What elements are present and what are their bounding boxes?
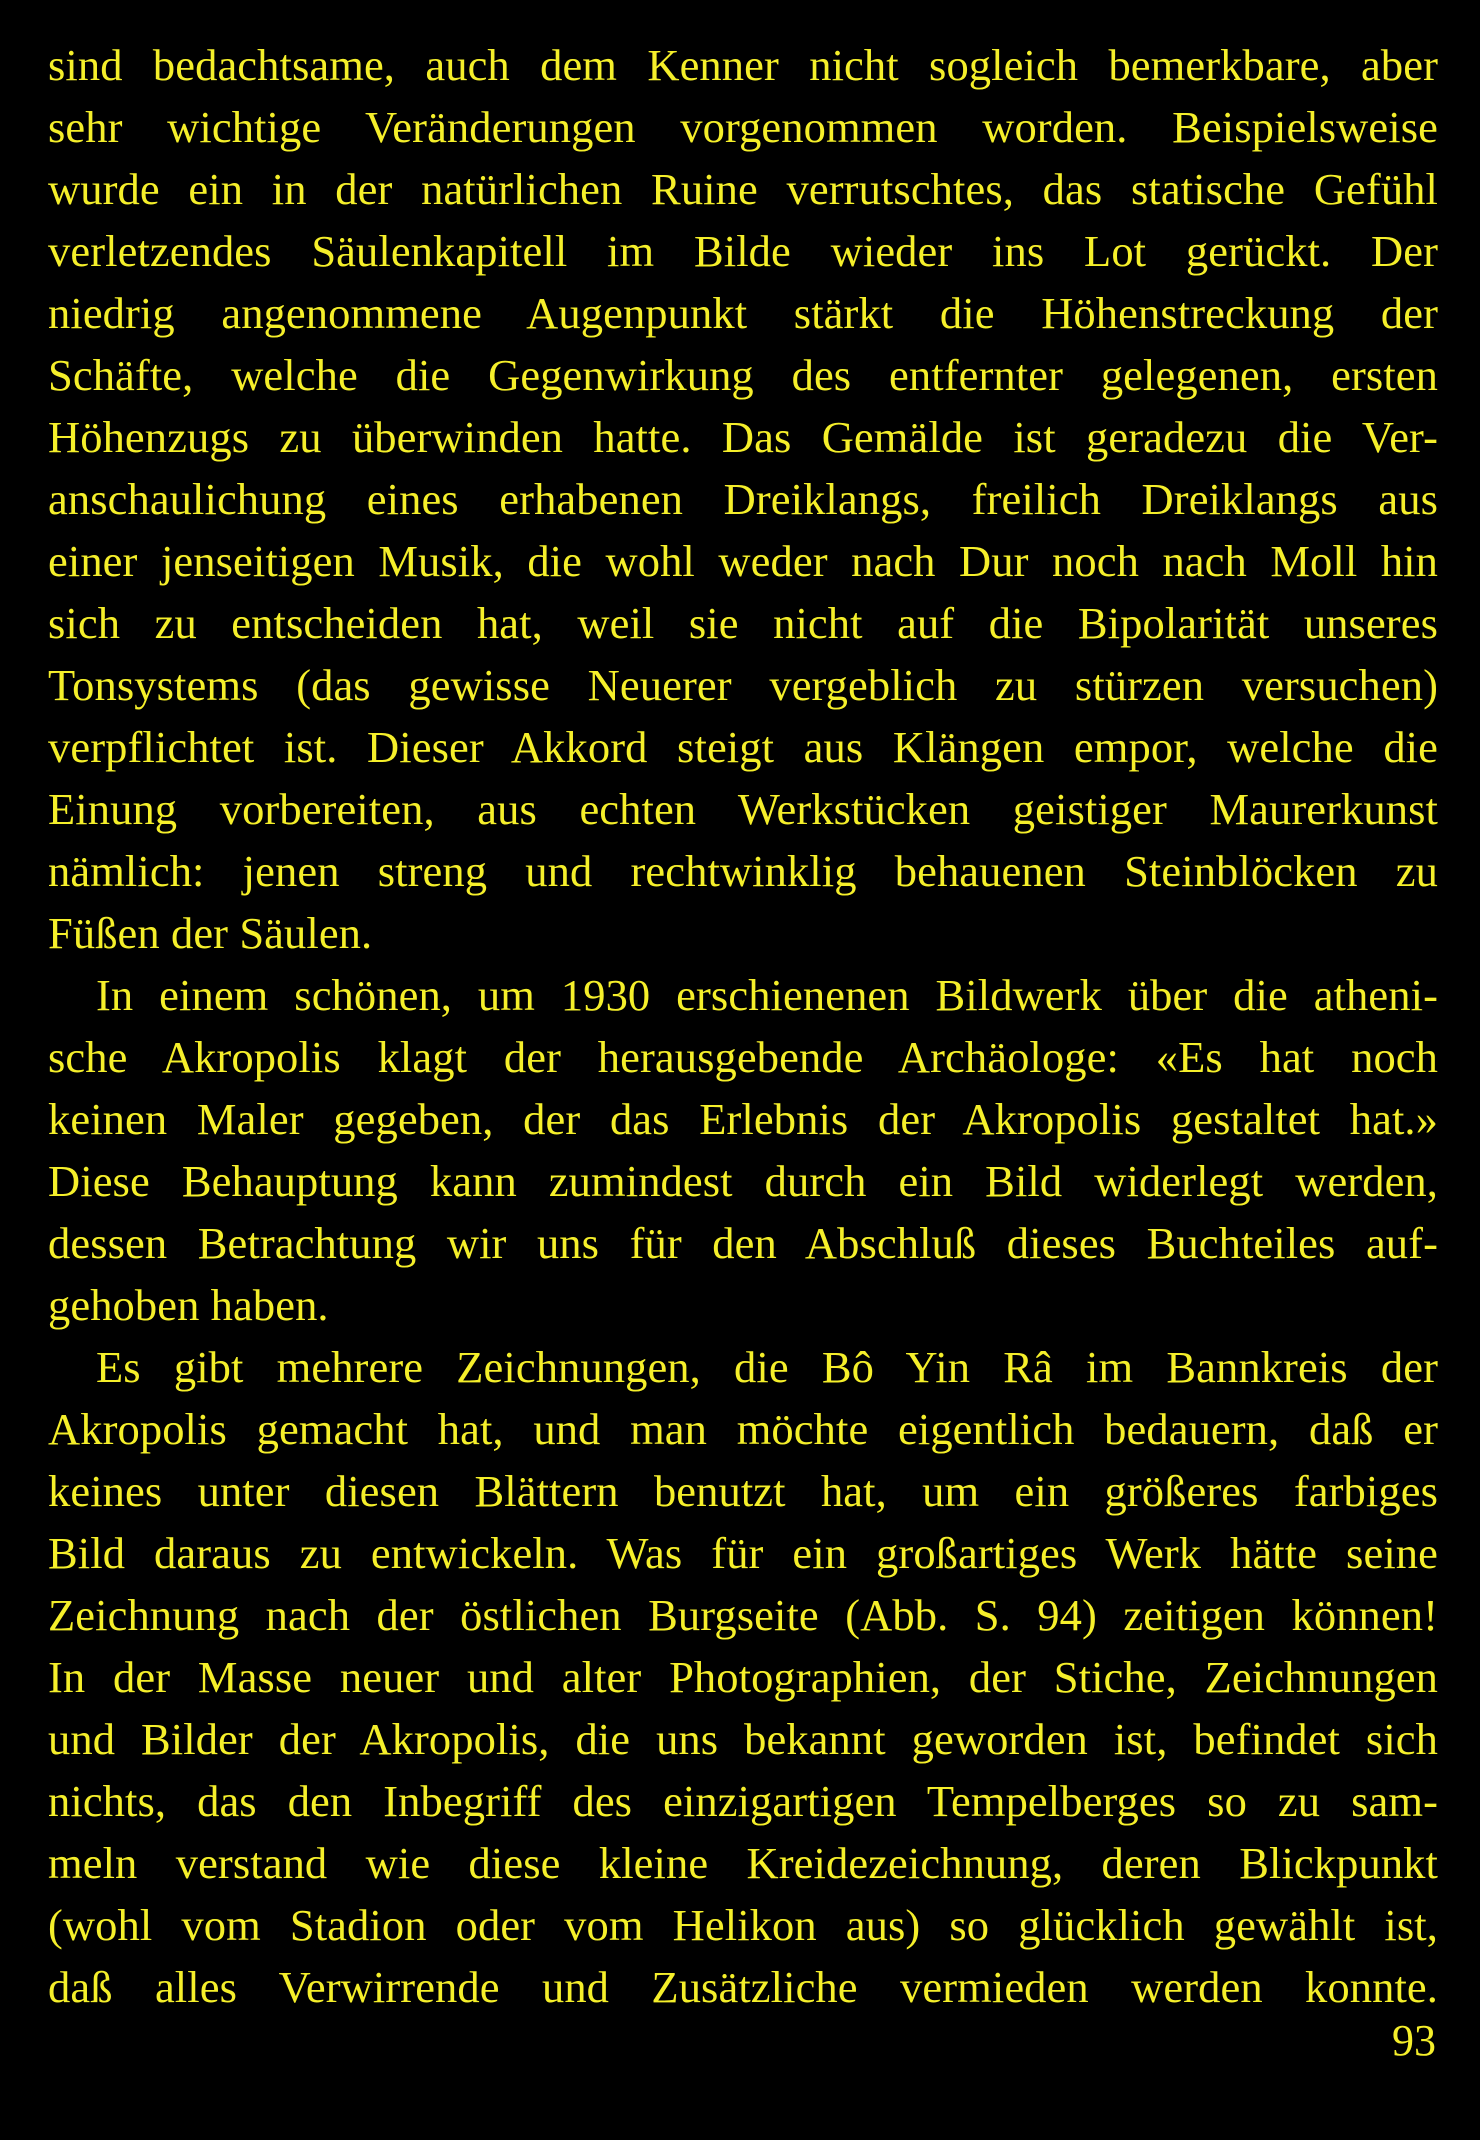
text-line: Diese Behauptung kann zumindest durch ein Bild widerlegt werden, <box>48 1156 1438 1206</box>
text-line: keinen Maler gegeben, der das Erlebnis der Akropolis gestaltet hat.» <box>48 1094 1438 1144</box>
text-line: wurde ein in der natürlichen Ruine verrutschtes, das statische Gefühl <box>48 164 1438 214</box>
text-line: In einem schönen, um 1930 erschienenen Bildwerk über die atheni- <box>96 970 1438 1020</box>
text-line: sind bedachtsame, auch dem Kenner nicht sogleich bemerkbare, aber <box>48 40 1438 90</box>
text-line: sche Akropolis klagt der herausgebende Archäologe: «Es hat noch <box>48 1032 1438 1082</box>
text-line: In der Masse neuer und alter Photographien, der Stiche, Zeichnungen <box>48 1652 1438 1702</box>
text-line: und Bilder der Akropolis, die uns bekannt geworden ist, befindet sich <box>48 1714 1438 1764</box>
text-line: anschaulichung eines erhabenen Dreiklangs, freilich Dreiklangs aus <box>48 474 1438 524</box>
text-line: daß alles Verwirrende und Zusätzliche vermieden werden konnte. <box>48 1962 1438 2012</box>
text-line: sehr wichtige Veränderungen vorgenommen worden. Beispielsweise <box>48 102 1438 152</box>
text-line: niedrig angenommene Augenpunkt stärkt die Höhenstreckung der <box>48 288 1438 338</box>
text-line: meln verstand wie diese kleine Kreidezeichnung, deren Blickpunkt <box>48 1838 1438 1888</box>
text-line: verpflichtet ist. Dieser Akkord steigt aus Klängen empor, welche die <box>48 722 1438 772</box>
text-line: Füßen der Säulen. <box>48 908 373 958</box>
page-number: 93 <box>1392 2016 1436 2065</box>
text-line: verletzendes Säulenkapitell im Bilde wieder ins Lot gerückt. Der <box>48 226 1438 276</box>
text-line: Höhenzugs zu überwinden hatte. Das Gemälde ist geradezu die Ver- <box>48 412 1438 462</box>
text-line: einer jenseitigen Musik, die wohl weder nach Dur noch nach Moll hin <box>48 536 1438 586</box>
paragraph <box>48 1336 1438 2018</box>
paragraph <box>48 964 1438 1336</box>
paragraph <box>48 34 1438 964</box>
text-line: Bild daraus zu entwickeln. Was für ein großartiges Werk hätte seine <box>48 1528 1438 1578</box>
text-line: nichts, das den Inbegriff des einzigartigen Tempelberges so zu sam- <box>48 1776 1438 1826</box>
text-line: (wohl vom Stadion oder vom Helikon aus) so glücklich gewählt ist, <box>48 1900 1438 1950</box>
text-line: keines unter diesen Blättern benutzt hat, um ein größeres farbiges <box>48 1466 1438 1516</box>
text-line: Schäfte, welche die Gegenwirkung des entfernter gelegenen, ersten <box>48 350 1438 400</box>
text-line: Es gibt mehrere Zeichnungen, die Bô Yin Râ im Bannkreis der <box>96 1342 1438 1392</box>
text-line: nämlich: jenen streng und rechtwinklig behauenen Steinblöcken zu <box>48 846 1438 896</box>
body-text <box>48 34 1438 2018</box>
text-line: Einung vorbereiten, aus echten Werkstücken geistiger Maurerkunst <box>48 784 1438 834</box>
book-page-text <box>48 34 1438 2018</box>
text-line: Tonsystems (das gewisse Neuerer vergeblich zu stürzen versuchen) <box>48 660 1438 710</box>
text-line: dessen Betrachtung wir uns für den Abschluß dieses Buchteiles auf- <box>48 1218 1438 1268</box>
text-line: Zeichnung nach der östlichen Burgseite (Abb. S. 94) zeitigen können! <box>48 1590 1438 1640</box>
text-line: Akropolis gemacht hat, und man möchte eigentlich bedauern, daß er <box>48 1404 1438 1454</box>
text-line: sich zu entscheiden hat, weil sie nicht auf die Bipolarität unseres <box>48 598 1438 648</box>
text-line: gehoben haben. <box>48 1280 329 1330</box>
